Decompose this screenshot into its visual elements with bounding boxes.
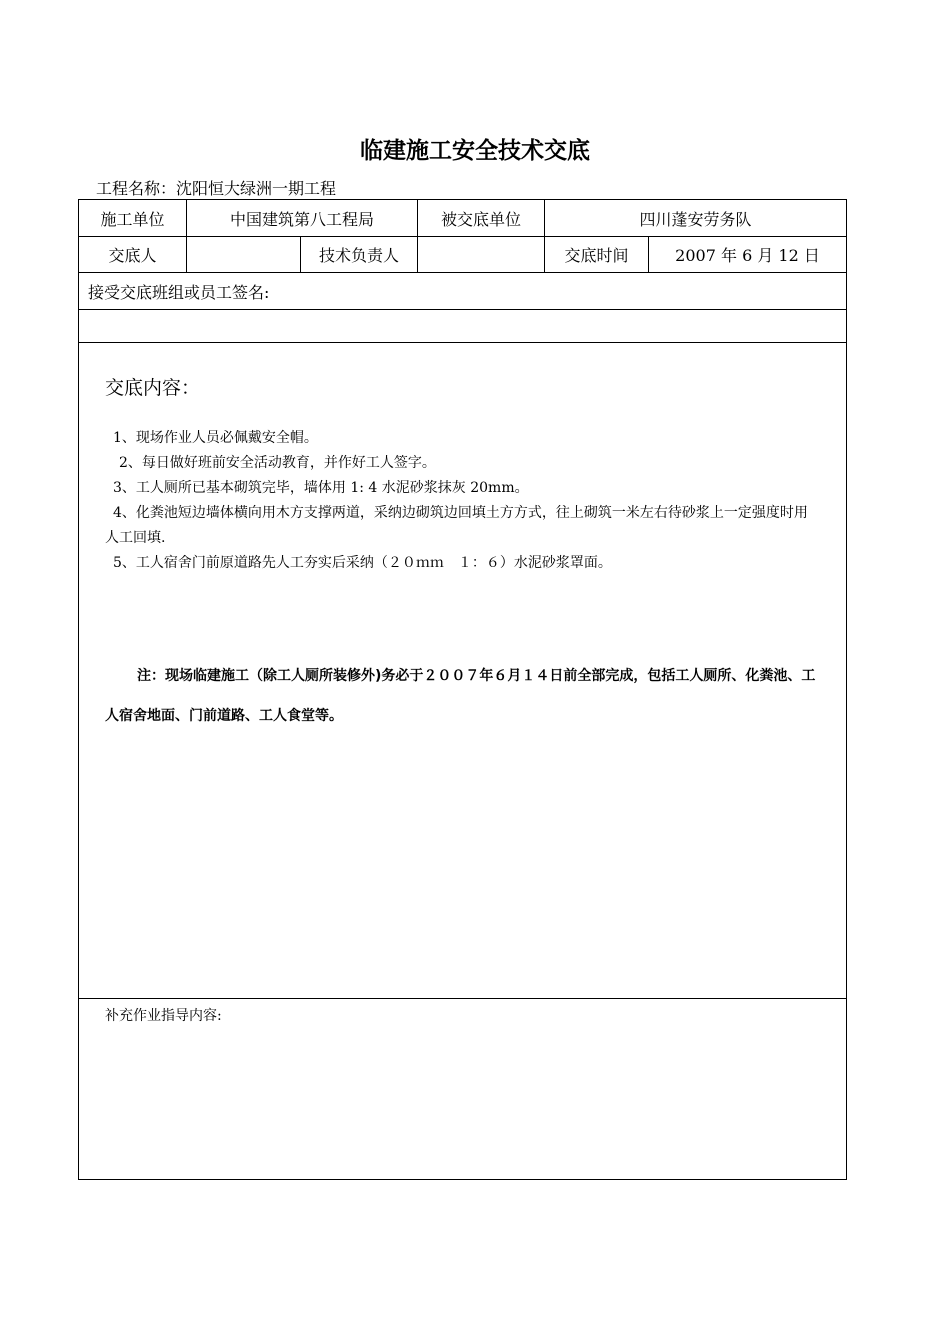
content-cell [79, 343, 847, 999]
content-note: 注：现场临建施工（除工人厕所装修外)务必于２００７年６月１４日前全部完成，包括工人厕所、化粪池、工人宿舍地面、门前道路、工人食堂等。 [105, 668, 816, 724]
construction-unit-label: 施工单位 [79, 200, 187, 237]
receiving-unit-label: 被交底单位 [418, 200, 545, 237]
content-item-3: 3、工人厕所已基本砌筑完毕，墙体用 1: 4 水泥砂浆抹灰 20mm。 [113, 480, 529, 496]
content-item-1: 1、现场作业人员必佩戴安全帽。 [113, 430, 318, 446]
briefing-form [78, 199, 847, 1180]
briefer-label: 交底人 [79, 237, 187, 273]
briefer-value [187, 237, 301, 273]
tech-lead-value [418, 237, 545, 273]
receiving-unit-value: 四川蓬安劳务队 [545, 200, 847, 237]
project-name: 工程名称：沈阳恒大绿洲一期工程 [96, 179, 337, 198]
signature-label: 接受交底班组或员工签名: [79, 273, 847, 310]
signature-area [79, 310, 847, 343]
content-item-2: 2、每日做好班前安全活动教育，并作好工人签字。 [119, 455, 436, 471]
construction-unit-value: 中国建筑第八工程局 [187, 200, 418, 237]
supplementary-label: 补充作业指导内容: [105, 1008, 222, 1024]
supplementary-cell [79, 999, 847, 1180]
document-title: 临建施工安全技术交底 [360, 138, 590, 164]
tech-lead-label: 技术负责人 [301, 237, 418, 273]
briefing-time-label: 交底时间 [545, 237, 649, 273]
content-item-4: 4、化粪池短边墙体横向用木方支撑两道，采纳边砌筑边回填土方方式，往上砌筑一米左右待砂浆上一定强度时用人工回填. [105, 505, 808, 546]
briefing-time-value: 2007 年 6 月 12 日 [649, 237, 847, 273]
content-item-5: 5、工人宿舍门前原道路先人工夯实后采纳（２０ｍｍ １：６）水泥砂浆罩面。 [113, 555, 612, 571]
content-heading: 交底内容： [105, 377, 201, 399]
